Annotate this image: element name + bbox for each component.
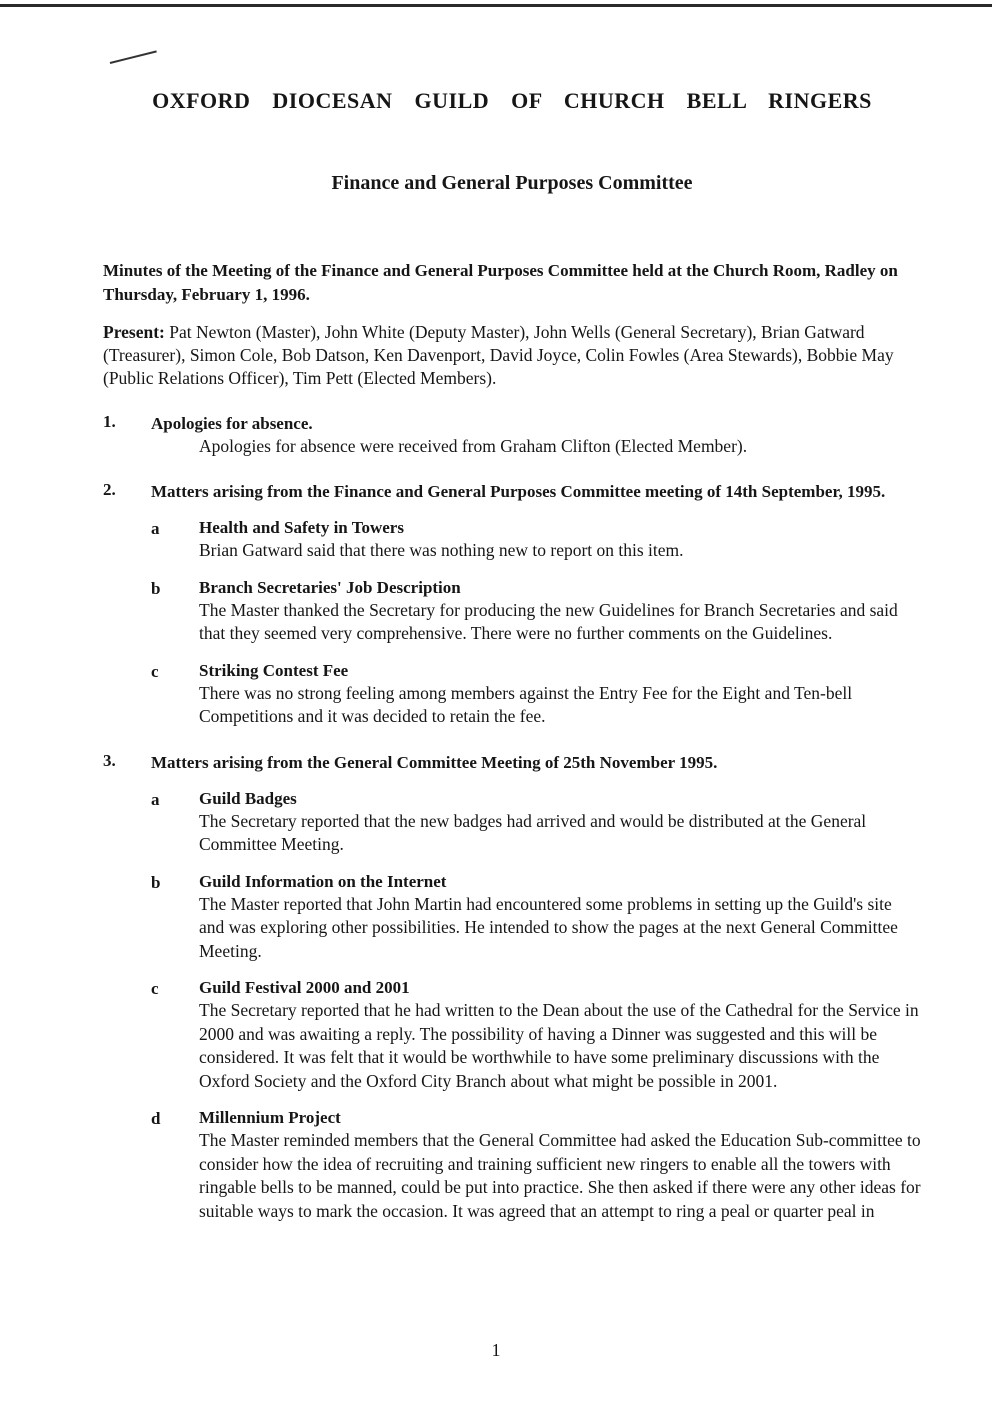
sub-item-letter: c [151, 661, 159, 681]
sub-item-3c [151, 977, 921, 1093]
sub-item-heading: Guild Festival 2000 and 2001 [199, 978, 410, 997]
sub-item-letter: a [151, 789, 160, 809]
attendees-list: Pat Newton (Master), John White (Deputy Master), John Wells (General Secretary), Brian Gatward (Treasurer), Simon Cole, Bob Datson, Ken Davenport, David Joyce, Colin Fowles (Area Stewards), Bobbie May (Public Relations Officer), Tim Pett (Elected Members). [103, 322, 894, 388]
item-number: 3. [103, 750, 116, 770]
item-number: 2. [103, 480, 116, 499]
sub-item-2a [151, 517, 921, 563]
sub-item-text: The Master reported that John Martin had encountered some problems in setting up the Guild's site and was exploring other possibilities. He intended to show the pages at the next General Committee Meeting. [199, 893, 898, 961]
sub-item-text: The Master thanked the Secretary for producing the new Guidelines for Branch Secretaries and said that they seemed very comprehensive. There were no further comments on the Guidelines. [199, 599, 898, 643]
sub-item-text: Brian Gatward said that there was nothing new to report on this item. [199, 540, 684, 560]
agenda-item-1 [103, 412, 921, 458]
sub-item-heading: Health and Safety in Towers [199, 518, 404, 537]
scan-edge-line [0, 4, 992, 7]
item-heading: Apologies for absence. [151, 414, 313, 433]
sub-item-text: The Secretary reported that the new badges had arrived and would be distributed at the General Committee Meeting. [199, 810, 867, 854]
committee-title: Finance and General Purposes Committee [331, 172, 693, 194]
page-number: 1 [491, 1340, 501, 1360]
sub-item-letter: d [151, 1109, 161, 1128]
item-heading: Matters arising from the General Committee Meeting of 25th November 1995. [151, 752, 718, 772]
sub-item-text: The Secretary reported that he had written to the Dean about the use of the Cathedral for the Service in 2000 and was awaiting a reply. The possibility of having a Dinner was suggested and this will be considered. It was felt that it would be worthwhile to have some preliminary discussions with the Oxford Society and the Oxford City Branch about what might be possible in 2001. [199, 1000, 919, 1091]
sub-item-text: The Master reminded members that the General Committee had asked the Education Sub-committee to consider how the idea of recruiting and training sufficient new ringers to enable all the towers with ringable bells to be manned, could be put into practice. She then asked if there were any other ideas for suitable ways to mark the occasion. It was agreed that an attempt to ring a peal or quarter peal in [199, 1130, 921, 1221]
sub-item-letter: a [151, 519, 160, 538]
pen-mark [110, 50, 157, 64]
sub-item-letter: b [151, 578, 161, 598]
sub-item-heading: Guild Information on the Internet [199, 871, 447, 891]
sub-item-3b [151, 871, 921, 964]
sub-item-text: There was no strong feeling among members against the Entry Fee for the Eight and Ten-bell Competitions and it was decided to retain the fee. [199, 682, 853, 726]
item-number: 1. [103, 412, 116, 431]
present-label: Present: [103, 322, 165, 342]
sub-item-heading: Branch Secretaries' Job Description [199, 577, 461, 597]
document-page [103, 82, 921, 1223]
sub-item-2c [151, 660, 921, 729]
agenda-item-2 [103, 480, 921, 729]
attendees-paragraph [103, 321, 921, 390]
agenda-item-3 [103, 751, 921, 1224]
meeting-intro: Minutes of the Meeting of the Finance and General Purposes Committee held at the Church Room, Radley on Thursday, February 1, 1996. [103, 261, 898, 304]
sub-item-letter: c [151, 979, 159, 998]
guild-title: OXFORD DIOCESAN GUILD OF CHURCH BELL RINGERS [152, 88, 872, 113]
sub-item-letter: b [151, 872, 161, 892]
sub-item-heading: Striking Contest Fee [199, 660, 349, 680]
sub-item-heading: Millennium Project [199, 1108, 341, 1127]
sub-item-3a [151, 788, 921, 857]
item-heading: Matters arising from the Finance and General Purposes Committee meeting of 14th September, 1995. [151, 482, 886, 501]
sub-item-3d [151, 1107, 921, 1223]
sub-item-heading: Guild Badges [199, 788, 297, 808]
sub-item-2b [151, 577, 921, 646]
item-text: Apologies for absence were received from Graham Clifton (Elected Member). [199, 436, 748, 456]
